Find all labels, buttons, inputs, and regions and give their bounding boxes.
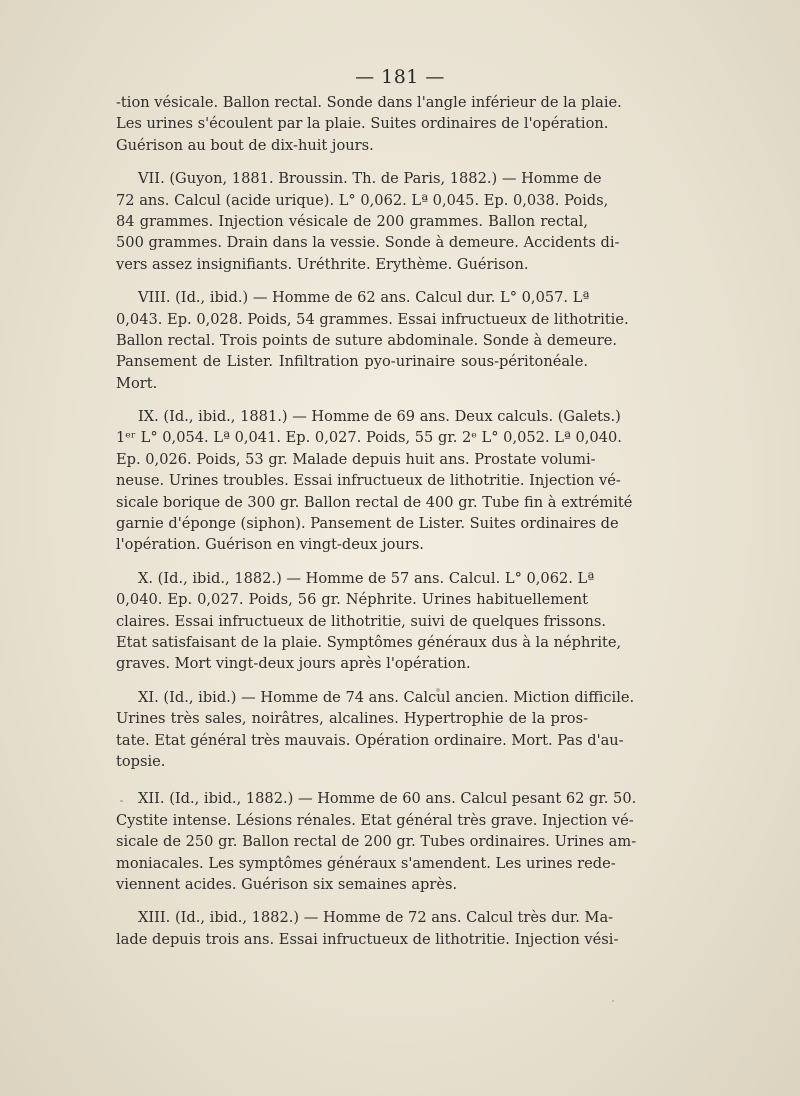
text-line: 72 ans. Calcul (acide urique). L° 0,062. Lª 0,045. Ep. 0,038. Poids, bbox=[116, 191, 609, 209]
text-line: 0,040. Ep. 0,027. Poids, 56 gr. Néphrite. Urines habituellement bbox=[116, 591, 588, 609]
text-line: Mort. bbox=[116, 374, 158, 392]
text-line: Cystite intense. Lésions rénales. Etat général très grave. Injection vé- bbox=[116, 811, 634, 829]
case-heading-line: XII. (Id., ibid., 1882.) — Homme de 60 ans. Calcul pesant 62 gr. 50. bbox=[138, 790, 637, 808]
text-line: garnie d'éponge (siphon). Pansement de Lister. Suites ordinaires de bbox=[116, 515, 619, 533]
case-heading-line: VII. (Guyon, 1881. Broussin. Th. de Paris, 1882.) — Homme de bbox=[138, 170, 602, 188]
body-text bbox=[116, 92, 637, 950]
text-line: Pansement de Lister. Infiltration pyo-urinaire sous-péritonéale. bbox=[116, 353, 588, 371]
text-line: -tion vésicale. Ballon rectal. Sonde dans l'angle inférieur de la plaie. bbox=[116, 94, 622, 111]
text-line: moniacales. Les symptômes généraux s'amendent. Les urines rede- bbox=[116, 854, 616, 872]
text-line: topsie. bbox=[116, 752, 166, 770]
case-heading-line: IX. (Id., ibid., 1881.) — Homme de 69 ans. Deux calculs. (Galets.) bbox=[138, 408, 621, 426]
text-line: viennent acides. Guérison six semaines après. bbox=[116, 875, 458, 893]
text-line: claires. Essai infructueux de lithotritie, suivi de quelques frissons. bbox=[116, 612, 606, 630]
text-line: Ep. 0,026. Poids, 53 gr. Malade depuis huit ans. Prostate volumi- bbox=[116, 450, 596, 468]
text-line: 84 grammes. Injection vésicale de 200 grammes. Ballon rectal, bbox=[116, 212, 588, 230]
text-line: Ballon rectal. Trois points de suture abdominale. Sonde à demeure. bbox=[116, 331, 617, 349]
text-line: sicale de 250 gr. Ballon rectal de 200 gr. Tubes ordinaires. Urines am- bbox=[116, 833, 637, 851]
text-line: sicale borique de 300 gr. Ballon rectal de 400 gr. Tube fin à extrémité bbox=[116, 493, 633, 511]
paper-speck bbox=[120, 800, 123, 802]
case-heading-line: XI. (Id., ibid.) — Homme de 74 ans. Calcul ancien. Miction difficile. bbox=[138, 688, 635, 706]
paper-speck bbox=[436, 688, 440, 692]
text-line: vers assez insignifiants. Uréthrite. Erythème. Guérison. bbox=[116, 255, 529, 273]
text-line: neuse. Urines troubles. Essai infructueux de lithotritie. Injection vé- bbox=[116, 472, 621, 490]
text-line: Les urines s'écoulent par la plaie. Suites ordinaires de l'opération. bbox=[116, 115, 609, 133]
text-line: Guérison au bout de dix-huit jours. bbox=[116, 136, 374, 154]
paper-speck bbox=[612, 1000, 614, 1002]
text-line: lade depuis trois ans. Essai infructueux de lithotritie. Injection vési- bbox=[116, 930, 619, 948]
text-line: 1ᵉʳ L° 0,054. Lª 0,041. Ep. 0,027. Poids, 55 gr. 2ᵉ L° 0,052. Lª 0,040. bbox=[116, 429, 622, 447]
text-line: 500 grammes. Drain dans la vessie. Sonde à demeure. Accidents di- bbox=[116, 234, 620, 252]
text-line: 0,043. Ep. 0,028. Poids, 54 grammes. Essai infructueux de lithotritie. bbox=[116, 310, 629, 328]
text-line: tate. Etat général très mauvais. Opération ordinaire. Mort. Pas d'au- bbox=[116, 731, 624, 749]
text-line: Etat satisfaisant de la plaie. Symptômes généraux dus à la néphrite, bbox=[116, 633, 622, 651]
text-line: Urines très sales, noirâtres, alcalines. Hypertrophie de la pros- bbox=[116, 710, 588, 728]
case-heading-line: XIII. (Id., ibid., 1882.) — Homme de 72 ans. Calcul très dur. Ma- bbox=[138, 909, 614, 927]
case-heading-line: VIII. (Id., ibid.) — Homme de 62 ans. Calcul dur. L° 0,057. Lª bbox=[138, 289, 590, 307]
page-number: — 181 — bbox=[355, 66, 445, 88]
case-heading-line: X. (Id., ibid., 1882.) — Homme de 57 ans. Calcul. L° 0,062. Lª bbox=[138, 569, 595, 587]
text-line: graves. Mort vingt-deux jours après l'opération. bbox=[116, 655, 471, 673]
text-line: l'opération. Guérison en vingt-deux jours. bbox=[116, 536, 424, 554]
paper-speck bbox=[118, 268, 121, 270]
